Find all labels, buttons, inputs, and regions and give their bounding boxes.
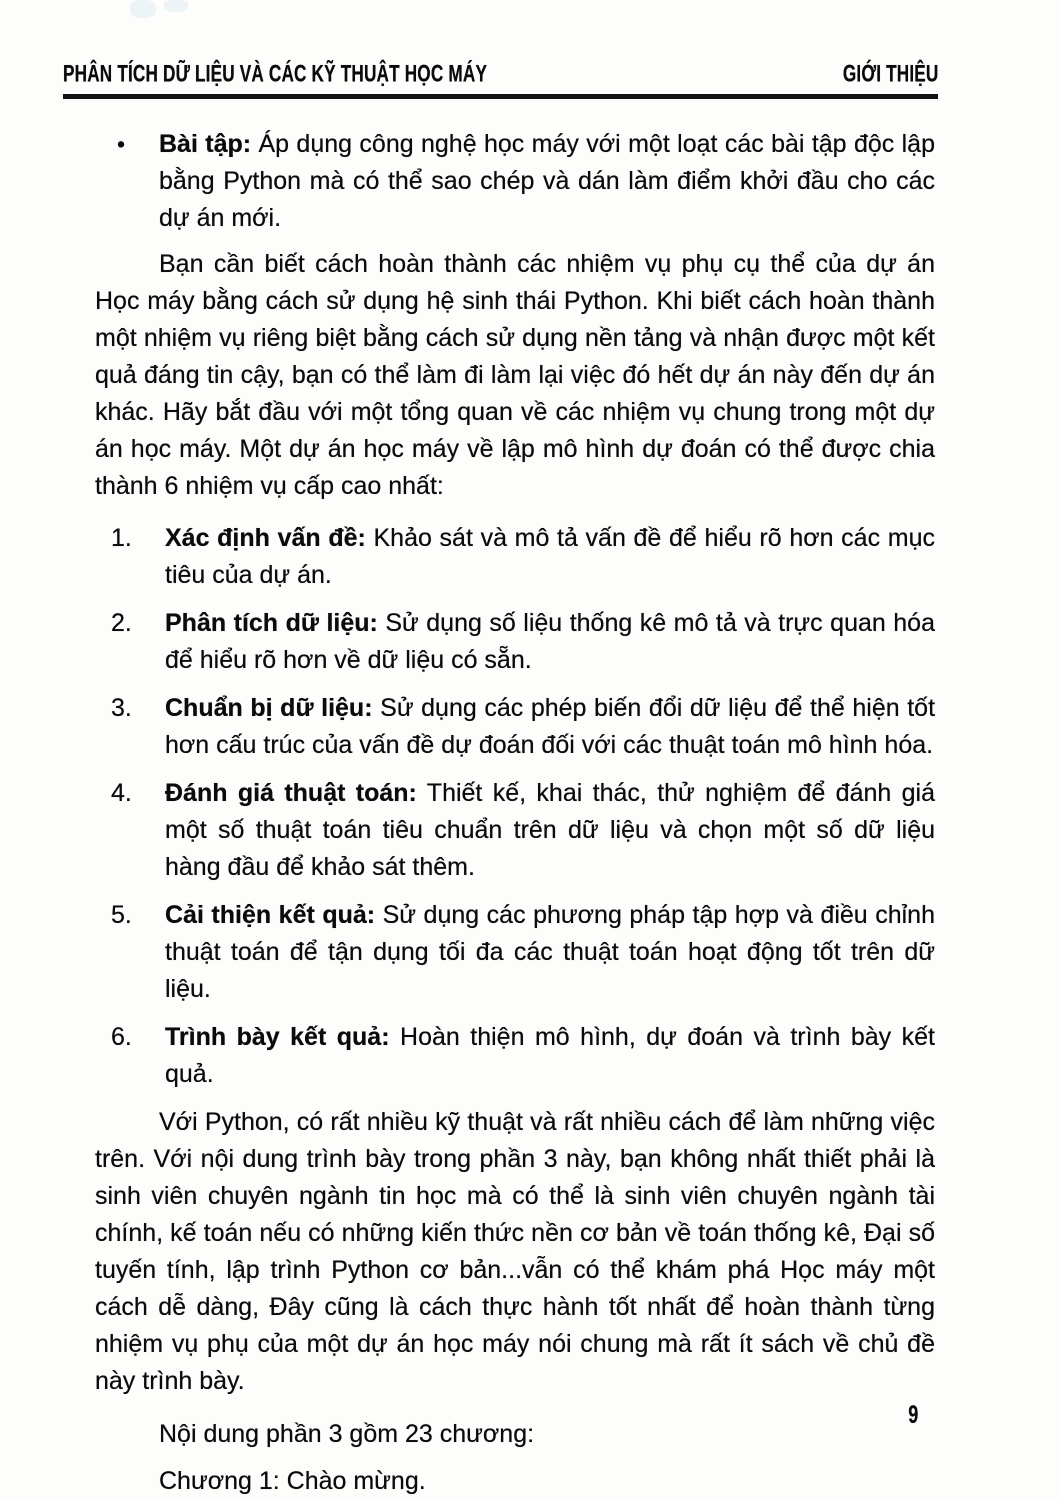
task-body: Khảo sát và mô tả vấn đề để hiểu rõ hơn các mục tiêu của dự án. xyxy=(165,524,935,589)
task-label: Trình bày kết quả: xyxy=(165,1023,390,1051)
task-body: Thiết kế, khai thác, thử nghiệm để đánh giá một số thuật toán tiêu chuẩn trên dữ liệu và chọn một số dữ liệu hàng đầu để khảo sát thêm. xyxy=(165,779,935,881)
bullet-marker: • xyxy=(117,131,126,157)
task-body: Sử dụng các phép biến đổi dữ liệu để thể hiện tốt hơn cấu trúc của vấn đề dự đoán đối với các thuật toán mô hình hóa. xyxy=(165,694,936,759)
task-text xyxy=(165,690,935,764)
bullet-text xyxy=(159,126,935,237)
task-body: Hoàn thiện mô hình, dự đoán và trình bày kết quả. xyxy=(165,1023,936,1088)
task-number: 5. xyxy=(111,901,132,929)
task-text xyxy=(165,605,935,679)
task-label: Phân tích dữ liệu: xyxy=(165,609,378,637)
task-number: 2. xyxy=(111,609,132,637)
task-label: Xác định vấn đề: xyxy=(165,524,366,552)
header-section-title: GIỚI THIỆU xyxy=(842,59,938,87)
task-item-5 xyxy=(95,897,935,1008)
task-body: Sử dụng số liệu thống kê mô tả và trực quan hóa để hiểu rõ hơn về dữ liệu có sẵn. xyxy=(165,609,935,674)
running-header xyxy=(63,58,938,99)
task-item-2 xyxy=(95,605,935,679)
bullet-item-exercises xyxy=(95,126,935,237)
scan-artifact xyxy=(164,0,188,12)
task-list xyxy=(95,520,935,1093)
task-number: 1. xyxy=(111,524,132,552)
page-content xyxy=(95,126,935,1500)
task-number: 3. xyxy=(111,694,132,722)
line-chapter-1: Chương 1: Chào mừng. xyxy=(159,1467,426,1495)
task-body: Sử dụng các phương pháp tập hợp và điều chỉnh thuật toán để tận dụng tối đa các thuật toán hoạt động tốt trên dữ liệu. xyxy=(165,901,935,1003)
task-label: Đánh giá thuật toán: xyxy=(165,779,417,807)
scan-artifact xyxy=(130,0,156,18)
task-number: 4. xyxy=(111,779,132,807)
task-label: Cải thiện kết quả: xyxy=(165,901,376,929)
paragraph-python: Với Python, có rất nhiều kỹ thuật và rất nhiều cách để làm những việc trên. Với nội dung trình bày trong phần 3 này, bạn không nhất thiết phải là sinh viên chuyên ngành tin học mà có thể là sinh viên chuyên ngành tài chính, kế toán nếu có những kiến thức nền cơ bản về toán thống kê, Đại số tuyến tính, lập trình Python cơ bản...vẫn có thể khám phá Học máy một cách dễ dàng, Đây cũng là cách thực hành tốt nhất để hoàn thành từng nhiệm vụ phụ của một dự án học máy nói chung mà rất ít sách về chủ đề này trình bày. xyxy=(95,1108,935,1395)
bullet-label: Bài tập: xyxy=(159,130,252,158)
paragraph-intro: Bạn cần biết cách hoàn thành các nhiệm vụ phụ cụ thể của dự án Học máy bằng cách sử dụng hệ sinh thái Python. Khi biết cách hoàn thành một nhiệm vụ riêng biệt bằng cách sử dụng nền tảng và nhận được một kết quả đáng tin cậy, bạn có thể làm đi làm lại việc đó hết dự án này đến dự án khác. Hãy bắt đầu với một tổng quan về các nhiệm vụ chung trong một dự án học máy. Một dự án học máy về lập mô hình dự đoán có thể được chia thành 6 nhiệm vụ cấp cao nhất: xyxy=(95,250,935,500)
bullet-body: Áp dụng công nghệ học máy với một loạt các bài tập độc lập bằng Python mà có thể sao chép và dán làm điểm khởi đầu cho các dự án mới. xyxy=(159,130,935,232)
task-text xyxy=(165,520,935,594)
task-text xyxy=(165,1019,935,1093)
task-item-6 xyxy=(95,1019,935,1093)
task-label: Chuẩn bị dữ liệu: xyxy=(165,694,373,722)
page-number: 9 xyxy=(907,1400,918,1429)
task-item-3 xyxy=(95,690,935,764)
task-item-4 xyxy=(95,775,935,886)
task-number: 6. xyxy=(111,1023,132,1051)
line-chapters-count: Nội dung phần 3 gồm 23 chương: xyxy=(159,1420,535,1448)
header-book-title: PHÂN TÍCH DỮ LIỆU VÀ CÁC KỸ THUẬT HỌC MÁY xyxy=(63,59,488,87)
task-text xyxy=(165,897,935,1008)
task-text xyxy=(165,775,935,886)
task-item-1 xyxy=(95,520,935,594)
